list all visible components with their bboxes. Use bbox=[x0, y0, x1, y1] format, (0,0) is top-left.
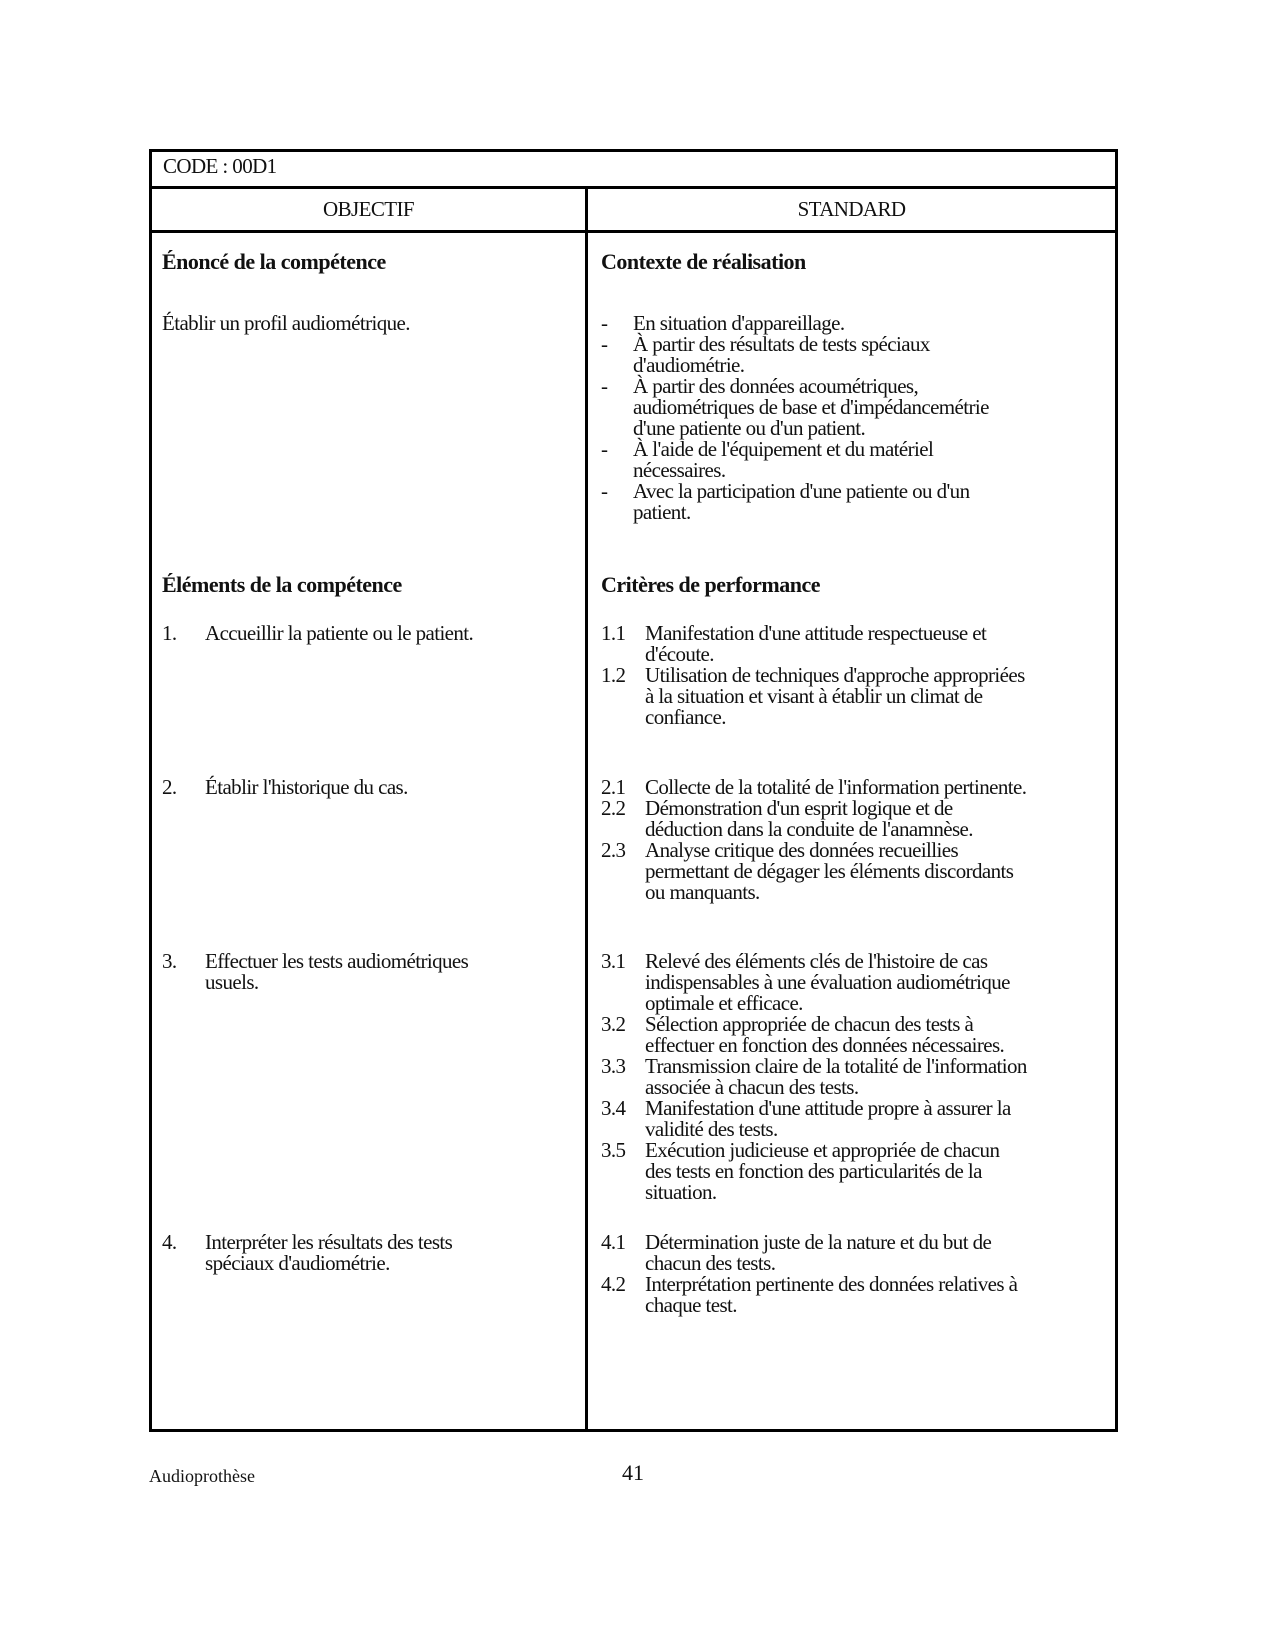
contexte-item-marker: - bbox=[601, 437, 608, 461]
critere-item-line: associée à chacun des tests. bbox=[645, 1075, 859, 1099]
contexte-item-line: audiométriques de base et d'impédancemétrie bbox=[633, 395, 989, 419]
critere-item-marker: 2.1 bbox=[601, 775, 626, 799]
contexte-item-line: À l'aide de l'équipement et du matériel bbox=[633, 437, 934, 461]
critere-item-line: validité des tests. bbox=[645, 1117, 778, 1141]
element-item-line: usuels. bbox=[205, 970, 259, 994]
element-item-marker: 3. bbox=[162, 949, 177, 973]
critere-item-line: Manifestation d'une attitude propre à assurer la bbox=[645, 1096, 1011, 1120]
contexte-item-marker: - bbox=[601, 479, 608, 503]
contexte-item-line: d'une patiente ou d'un patient. bbox=[633, 416, 866, 440]
element-item-line: Établir l'historique du cas. bbox=[205, 775, 408, 799]
contexte-item-marker: - bbox=[601, 332, 608, 356]
critere-item-line: Transmission claire de la totalité de l'information bbox=[645, 1054, 1027, 1078]
footer-title: Audioprothèse bbox=[149, 1466, 255, 1486]
critere-item-line: déduction dans la conduite de l'anamnèse. bbox=[645, 817, 973, 841]
critere-item-marker: 3.5 bbox=[601, 1138, 626, 1162]
critere-item-marker: 2.3 bbox=[601, 838, 626, 862]
contexte-item-line: nécessaires. bbox=[633, 458, 726, 482]
page-number: 41 bbox=[622, 1460, 644, 1485]
critere-item-marker: 3.1 bbox=[601, 949, 626, 973]
element-item-marker: 1. bbox=[162, 621, 177, 645]
contexte-item-line: En situation d'appareillage. bbox=[633, 311, 845, 335]
contexte-heading: Contexte de réalisation bbox=[601, 249, 806, 274]
critere-item-marker: 1.1 bbox=[601, 621, 626, 645]
element-item-line: Accueillir la patiente ou le patient. bbox=[205, 621, 474, 645]
critere-item-marker: 3.2 bbox=[601, 1012, 626, 1036]
critere-item-line: ou manquants. bbox=[645, 880, 760, 904]
contexte-item-line: À partir des données acoumétriques, bbox=[633, 374, 919, 398]
criteres-heading: Critères de performance bbox=[601, 572, 820, 597]
critere-item-marker: 1.2 bbox=[601, 663, 626, 687]
divider bbox=[149, 186, 1118, 189]
critere-item-marker: 2.2 bbox=[601, 796, 626, 820]
critere-item-line: Interprétation pertinente des données relatives à bbox=[645, 1272, 1018, 1296]
critere-item-line: Utilisation de techniques d'approche appropriées bbox=[645, 663, 1025, 687]
critere-item-line: Sélection appropriée de chacun des tests à bbox=[645, 1012, 974, 1036]
critere-item-line: Collecte de la totalité de l'information pertinente. bbox=[645, 775, 1027, 799]
contexte-item-line: d'audiométrie. bbox=[633, 353, 745, 377]
element-item-marker: 2. bbox=[162, 775, 177, 799]
element-item-line: spéciaux d'audiométrie. bbox=[205, 1251, 390, 1275]
critere-item-line: des tests en fonction des particularités de la bbox=[645, 1159, 982, 1183]
critere-item-line: Détermination juste de la nature et du but de bbox=[645, 1230, 992, 1254]
elements-heading: Éléments de la compétence bbox=[162, 572, 402, 597]
critere-item-line: Exécution judicieuse et appropriée de chacun bbox=[645, 1138, 1000, 1162]
contexte-item-line: À partir des résultats de tests spéciaux bbox=[633, 332, 930, 356]
critere-item-line: indispensables à une évaluation audiométrique bbox=[645, 970, 1010, 994]
critere-item-line: à la situation et visant à établir un climat de bbox=[645, 684, 983, 708]
enonce-text: Établir un profil audiométrique. bbox=[162, 311, 410, 335]
critere-item-line: situation. bbox=[645, 1180, 717, 1204]
contexte-item-marker: - bbox=[601, 374, 608, 398]
column-header-standard: STANDARD bbox=[797, 197, 906, 221]
critere-item-marker: 3.4 bbox=[601, 1096, 626, 1120]
column-header-objectif: OBJECTIF bbox=[323, 197, 414, 221]
critere-item-line: effectuer en fonction des données nécessaires. bbox=[645, 1033, 1005, 1057]
code-label: CODE : 00D1 bbox=[163, 154, 277, 178]
critere-item-marker: 4.1 bbox=[601, 1230, 626, 1254]
element-item-line: Interpréter les résultats des tests bbox=[205, 1230, 453, 1254]
element-item-line: Effectuer les tests audiométriques bbox=[205, 949, 469, 973]
critere-item-line: Manifestation d'une attitude respectueuse et bbox=[645, 621, 987, 645]
critere-item-line: Démonstration d'un esprit logique et de bbox=[645, 796, 953, 820]
critere-item-line: d'écoute. bbox=[645, 642, 714, 666]
critere-item-line: permettant de dégager les éléments discordants bbox=[645, 859, 1014, 883]
contexte-item-line: patient. bbox=[633, 500, 691, 524]
critere-item-line: Relevé des éléments clés de l'histoire de cas bbox=[645, 949, 988, 973]
critere-item-line: confiance. bbox=[645, 705, 726, 729]
critere-item-line: chaque test. bbox=[645, 1293, 737, 1317]
critere-item-marker: 4.2 bbox=[601, 1272, 626, 1296]
contexte-item-line: Avec la participation d'une patiente ou d'un bbox=[633, 479, 970, 503]
column-divider bbox=[585, 186, 588, 1432]
critere-item-line: chacun des tests. bbox=[645, 1251, 776, 1275]
critere-item-marker: 3.3 bbox=[601, 1054, 626, 1078]
contexte-item-marker: - bbox=[601, 311, 608, 335]
critere-item-line: Analyse critique des données recueillies bbox=[645, 838, 959, 862]
critere-item-line: optimale et efficace. bbox=[645, 991, 803, 1015]
divider bbox=[149, 230, 1118, 233]
enonce-heading: Énoncé de la compétence bbox=[162, 249, 386, 274]
element-item-marker: 4. bbox=[162, 1230, 177, 1254]
